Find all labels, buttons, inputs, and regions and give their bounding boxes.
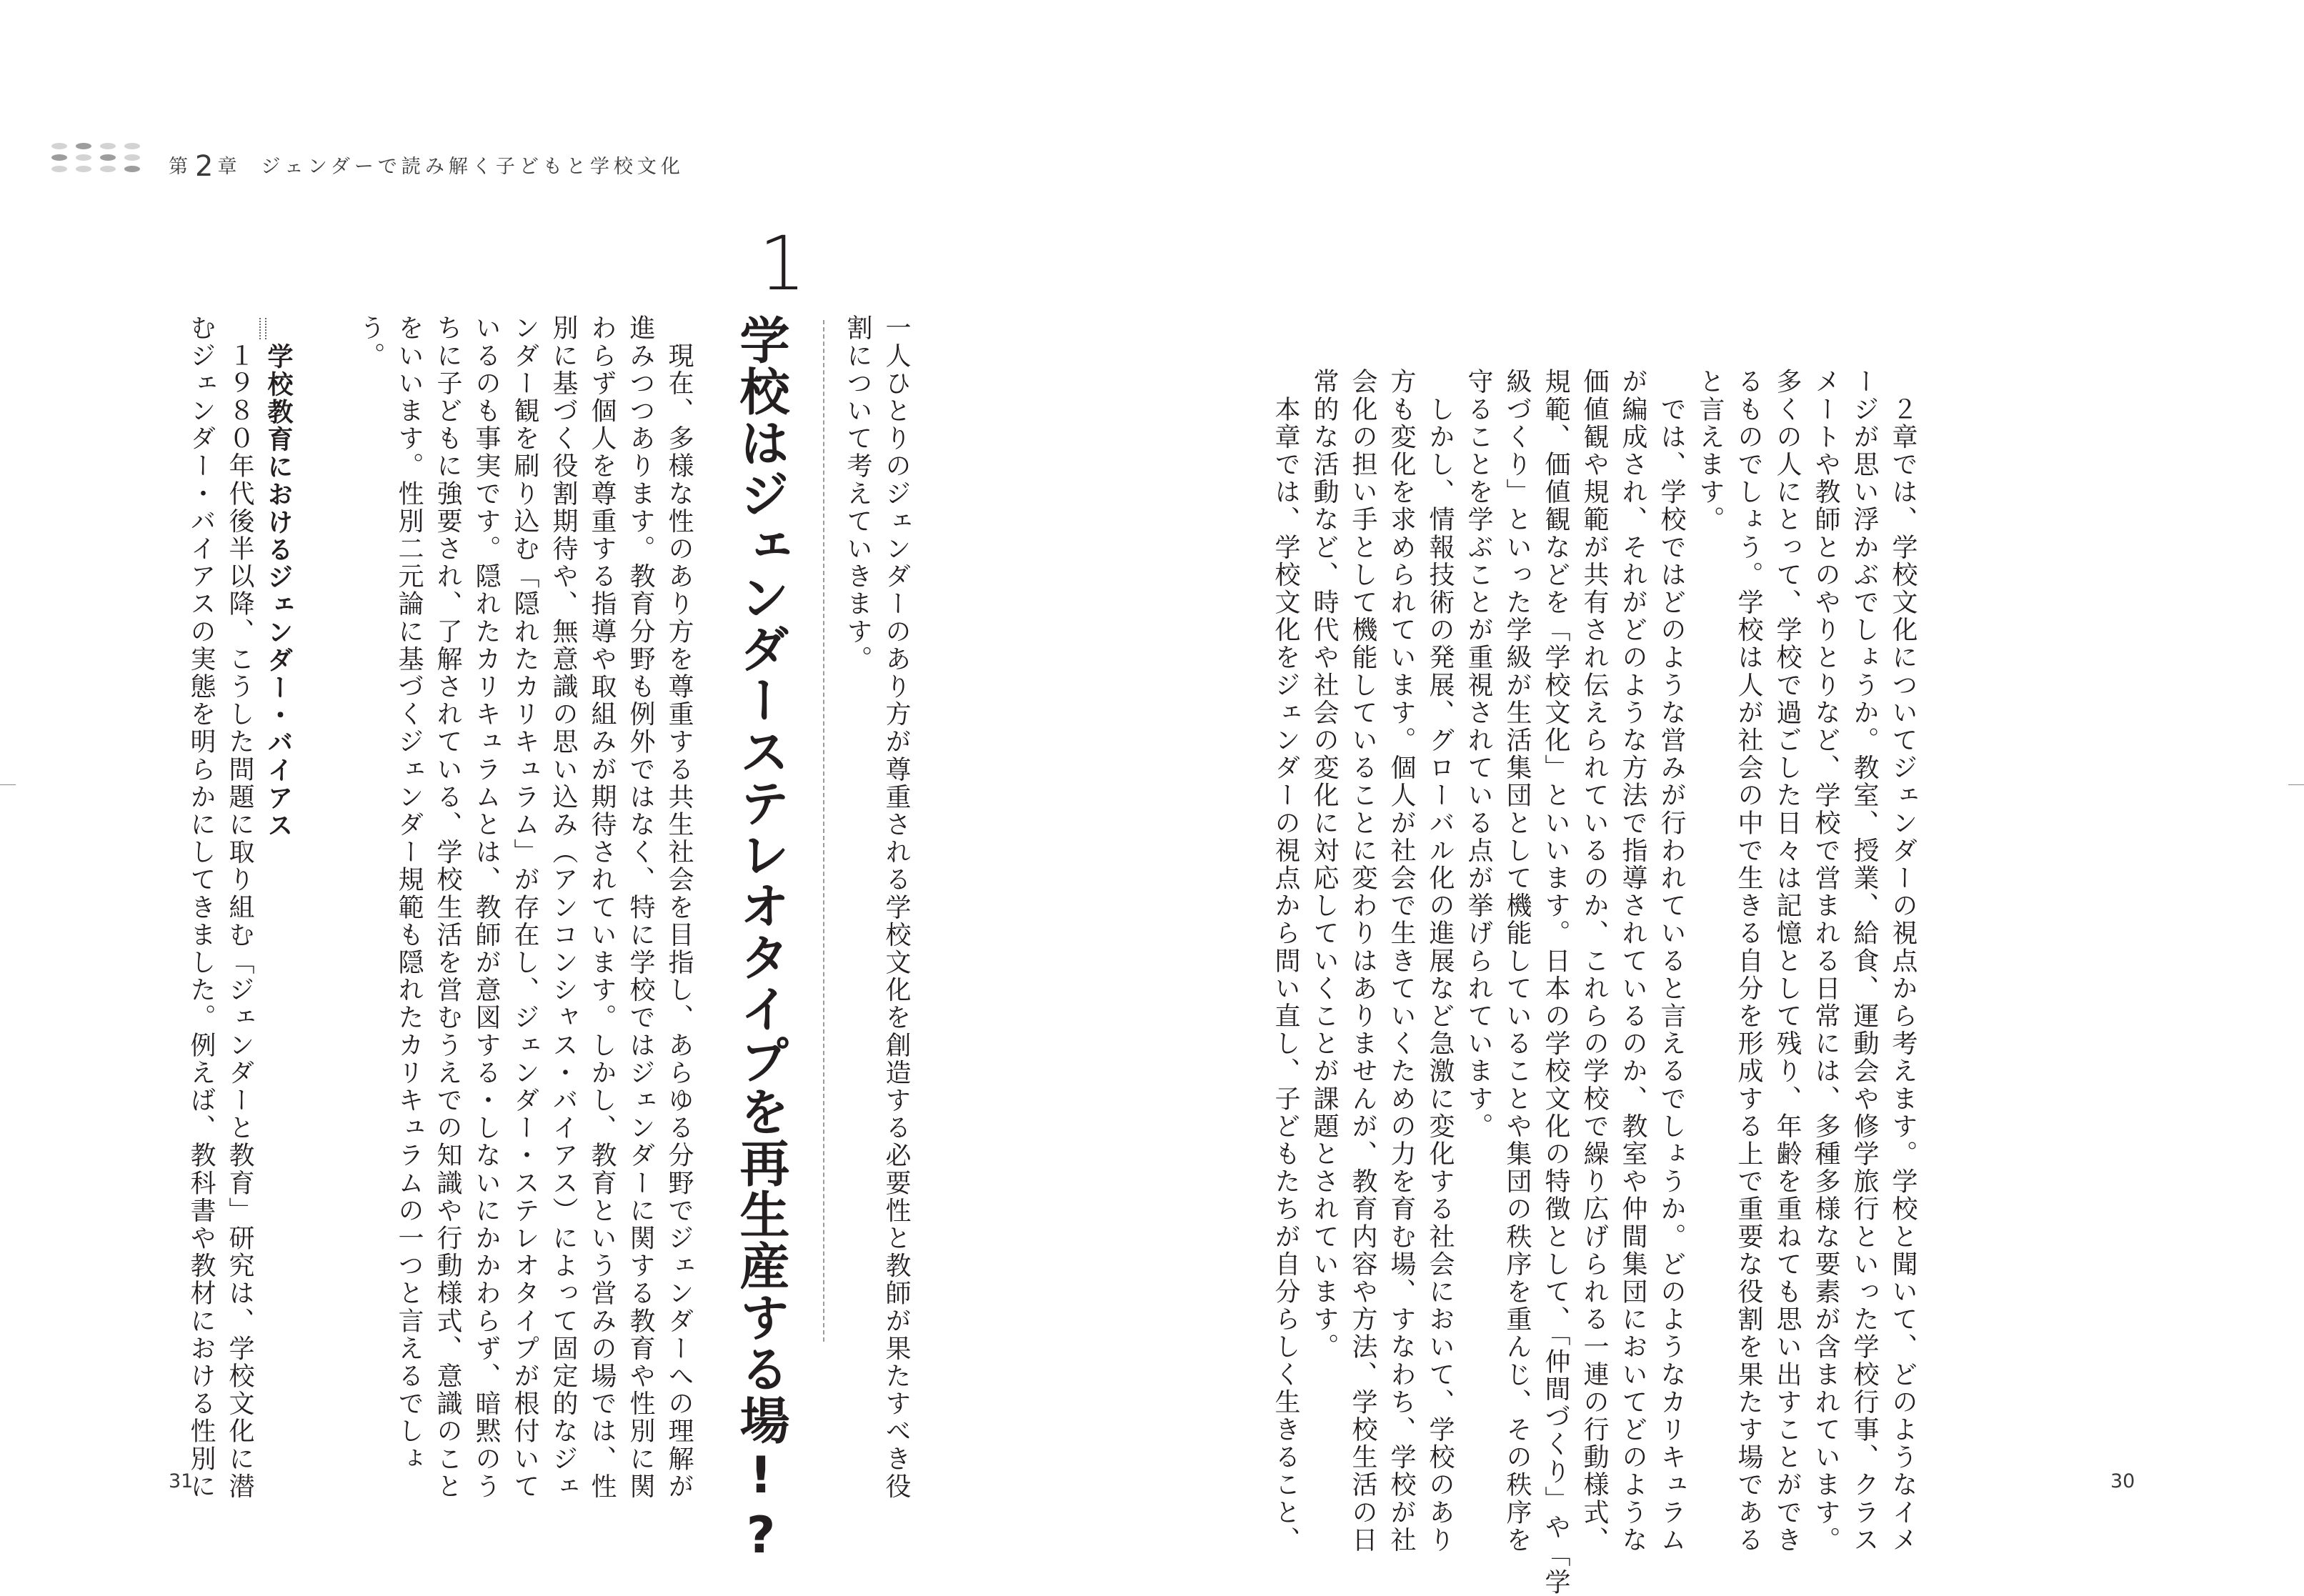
- running-header: [169, 147, 684, 183]
- body-column: 別に基づく役割期待や、無意識の思い込み（アンコンシャス・バイアス）によって固定的なジェ: [549, 314, 578, 1500]
- body-column: ンダー観を刷り込む「隠れたカリキュラム」が存在し、ジェンダー・ステレオタイプが根付いて: [510, 314, 539, 1500]
- ornament-dot: [76, 143, 91, 149]
- right-page-column: と言えます。: [1695, 368, 1725, 534]
- title-divider-line: [823, 320, 824, 1342]
- right-page-column: 級づくり」といった学級が生活集団として機能していることや集団の秩序を重んじ、その秩序を: [1502, 368, 1532, 1554]
- body-column: 現在、多様な性のあり方を尊重する共生社会を目指し、あらゆる分野でジェンダーへの理解が: [664, 314, 694, 1500]
- crop-mark-right: [2288, 784, 2304, 785]
- ornament-dot: [51, 154, 67, 161]
- chapter-prefix: 第: [169, 156, 191, 178]
- right-page-column: メートや教師とのやりとりなど、学校で営まれる日常には、多種多様な要素が含まれています。: [1811, 368, 1840, 1554]
- chapter-number: 2: [195, 150, 214, 183]
- page-number-left: 31: [169, 1470, 194, 1492]
- right-page-column: 規範、価値観などを「学校文化」といいます。日本の学校文化の特徴として、「仲間づくり」や「学: [1541, 368, 1570, 1596]
- right-page-column: が編成され、それがどのような方法で指導されているのか、教室や仲間集団においてどのような: [1618, 368, 1647, 1554]
- subheading-marker: [259, 318, 266, 339]
- ornament-dot: [124, 166, 140, 172]
- right-page-column: 常的な活動など、時代や社会の変化に対応していくことが課題とされています。: [1310, 368, 1339, 1361]
- chapter-title: ジェンダーで読み解く子どもと学校文化: [261, 156, 684, 178]
- right-page-column: ージが思い浮かぶでしょうか。教室、授業、給食、運動会や修学旅行といった学校行事、クラス: [1850, 368, 1879, 1554]
- right-page-column: るものでしょう。学校は人が社会の中で生きる自分を形成する上で重要な役割を果たす場である: [1734, 368, 1763, 1554]
- intro-column: 割について考えていきます。: [843, 314, 872, 673]
- ornament-dot: [100, 166, 116, 172]
- body-column: ちに子どもに強要され、了解されている、学校生活を営むうえでの知識や行動様式、意識のこと: [433, 314, 462, 1500]
- ornament-dot: [51, 166, 67, 172]
- intro-column: 一人ひとりのジェンダーのあり方が尊重される学校文化を創造する必要性と教師が果たすべき役: [882, 314, 911, 1500]
- right-page-column: ２章では、学校文化についてジェンダーの視点から考えます。学校と聞いて、どのようなイメ: [1888, 368, 1917, 1554]
- ornament-dot: [100, 143, 116, 149]
- right-page-column: しかし、情報技術の発展、グローバル化の進展など急激に変化する社会において、学校のあり: [1425, 368, 1455, 1554]
- ornament-dot: [76, 154, 91, 161]
- section-number: 1: [759, 220, 807, 307]
- sub-body-column: むジェンダー・バイアスの実態を明らかにしてきました。例えば、教科書や教材における性別に: [186, 314, 216, 1500]
- body-column: をいいます。性別二元論に基づくジェンダー規範も隠れたカリキュラムの一つと言えるでしょ: [394, 314, 424, 1473]
- crop-mark-left: [0, 784, 16, 785]
- right-page-column: 会化の担い手として機能していることに変わりはありませんが、教育内容や方法、学校生活の日: [1348, 368, 1377, 1554]
- section-title: 学校はジェンダーステレオタイプを再生産する場!?: [732, 314, 790, 1566]
- subheading: 学校教育におけるジェンダー・バイアス: [264, 343, 293, 839]
- right-page-column: 多くの人にとって、学校で過ごした日々は記憶として残り、年齢を重ねても思い出すことができ: [1772, 368, 1802, 1554]
- chapter-dot-ornament: [51, 143, 151, 180]
- ornament-dot: [100, 154, 116, 161]
- right-page-column: 価値観や規範が共有され伝えられているのか、これらの学校で繰り広げられる一連の行動様式、: [1580, 368, 1609, 1554]
- chapter-suffix: 章: [217, 156, 240, 178]
- body-column: わらず個人を尊重する指導や取組みが期待されています。しかし、教育という営みの場では、性: [587, 314, 617, 1500]
- ornament-dot: [51, 143, 67, 149]
- body-column: 進みつつあります。教育分野も例外ではなく、特に学校ではジェンダーに関する教育や性別に関: [626, 314, 655, 1500]
- right-page-column: 方も変化を求められています。個人が社会で生きていくための力を育む場、すなわち、学校が社: [1387, 368, 1416, 1554]
- right-page-column: 守ることを学ぶことが重視されている点が挙げられています。: [1464, 368, 1493, 1140]
- right-page-column: では、学校ではどのような営みが行われていると言えるでしょうか。どのようなカリキュラム: [1657, 368, 1686, 1554]
- ornament-dot: [124, 154, 140, 161]
- right-page-column: 本章では、学校文化をジェンダーの視点から問い直し、子どもたちが自分らしく生きること、: [1271, 368, 1300, 1554]
- body-column: う。: [356, 314, 385, 370]
- ornament-dot: [124, 143, 140, 149]
- body-column: いるのも事実です。隠れたカリキュラムとは、教師が意図する・しないにかかわらず、暗黙のう: [472, 314, 501, 1500]
- page-number-right: 30: [2110, 1470, 2135, 1492]
- sub-body-column: １９８０年代後半以降、こうした問題に取り組む「ジェンダーと教育」研究は、学校文化に潜: [225, 314, 254, 1500]
- ornament-dot: [76, 166, 91, 172]
